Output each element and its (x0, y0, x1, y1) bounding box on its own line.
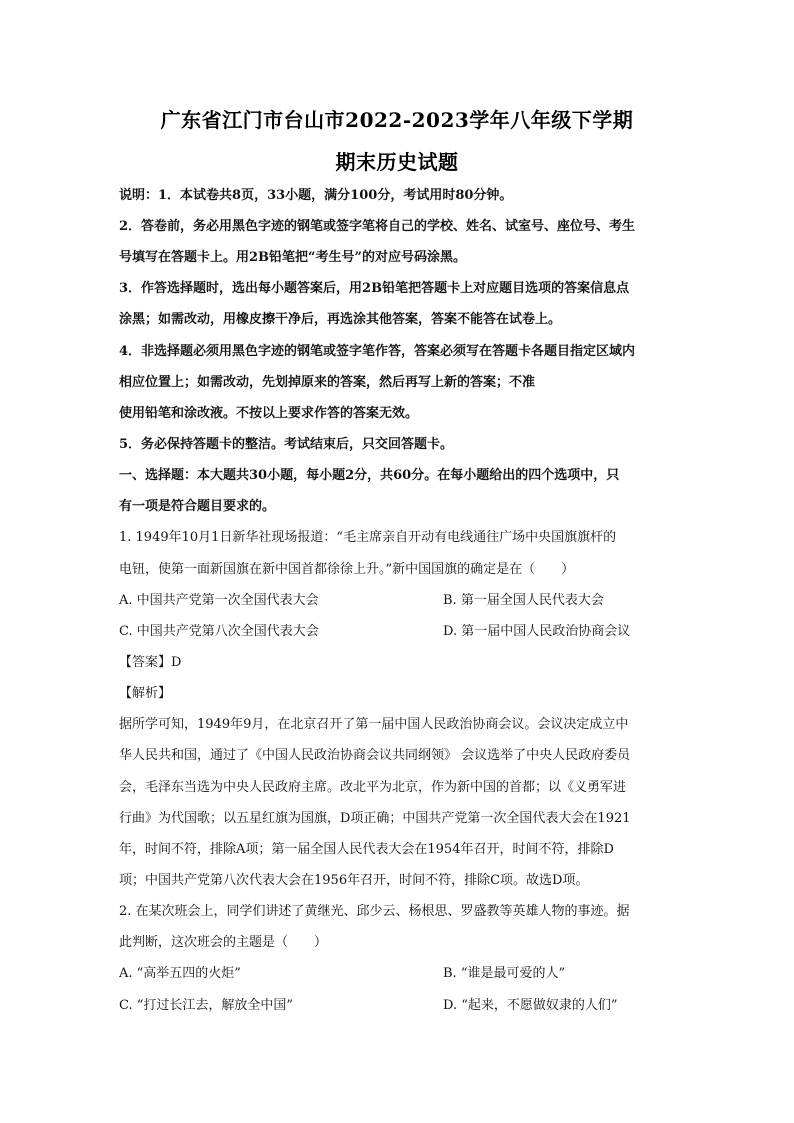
q1-analysis-label: 【解析】 (119, 686, 172, 701)
q1-answer: 【答案】D (119, 655, 182, 670)
q2-stem-line1: 2. 在某次班会上，同学们讲述了黄继光、邱少云、杨根思、罗盛教等英雄人物的事迹。据 (119, 904, 630, 919)
instruction-2: 2．答卷前，务必用黑色字迹的钢笔或签字笔将自己的学校、姓名、试室号、座位号、考生 (119, 219, 636, 234)
q1-analysis-line5: 年，时间不符，排除A项；第一届全国人民代表大会在1954年召开，时间不符，排除D (119, 842, 614, 857)
exam-title-line2: 期末历史试题 (335, 150, 459, 174)
q1-stem-line2: 电钮，使第一面新国旗在新中国首都徐徐上升。”新中国国旗的确定是在（ ） (119, 562, 575, 577)
q2-option-b: B. “谁是最可爱的人” (443, 966, 566, 981)
exam-title-line1: 广东省江门市台山市2022-2023学年八年级下学期 (160, 108, 634, 132)
section-heading-cont: 有一项是符合题目要求的。 (119, 499, 276, 514)
q1-analysis-line3: 会，毛泽东当选为中央人民政府主席。改北平为北京，作为新中国的首都；以《义勇军进 (119, 780, 627, 795)
instruction-3-cont: 涂黑；如需改动，用橡皮擦干净后，再选涂其他答案，答案不能答在试卷上。 (119, 312, 562, 327)
q1-option-d: D. 第一届中国人民政治协商会议 (443, 624, 631, 639)
q2-stem-line2: 此判断，这次班会的主题是（ ） (119, 935, 328, 950)
instruction-1: 说明：1．本试卷共8页，33小题，满分100分，考试用时80分钟。 (119, 188, 513, 203)
q1-analysis-line1: 据所学可知，1949年9月，在北京召开了第一届中国人民政治协商会议。会议决定成立中 (119, 717, 629, 732)
section-heading: 一、选择题：本大题共30小题，每小题2分，共60分。在每小题给出的四个选项中，只 (119, 468, 620, 483)
q1-analysis-line6: 项；中国共产党第八次代表大会在1956年召开，时间不符，排除C项。故选D项。 (119, 873, 589, 888)
q1-option-b: B. 第一届全国人民代表大会 (443, 593, 604, 608)
instruction-4: 4．非选择题必须用黑色字迹的钢笔或签字笔作答，答案必须写在答题卡各题目指定区域内 (119, 344, 636, 359)
instruction-2-cont: 号填写在答题卡上。用2B铅笔把“考生号”的对应号码涂黑。 (119, 250, 466, 265)
instruction-5: 5．务必保持答题卡的整洁。考试结束后，只交回答题卡。 (119, 437, 454, 452)
q2-option-c: C. “打过长江去，解放全中国” (119, 998, 294, 1013)
q2-option-a: A. “高举五四的火炬” (119, 966, 241, 981)
q1-analysis-line2: 华人民共和国，通过了《中国人民政治协商会议共同纲领》 会议选举了中央人民政府委员 (119, 748, 631, 763)
q1-option-a: A. 中国共产党第一次全国代表大会 (119, 593, 319, 608)
q1-analysis-line4: 行曲》为代国歌；以五星红旗为国旗，D项正确；中国共产党第一次全国代表大会在1921 (119, 811, 631, 826)
q2-option-d: D. “起来，不愿做奴隶的人们” (443, 998, 618, 1013)
q1-option-c: C. 中国共产党第八次全国代表大会 (119, 624, 319, 639)
instruction-4-cont2: 使用铅笔和涂改液。不按以上要求作答的答案无效。 (119, 406, 419, 421)
instruction-3: 3．作答选择题时，选出每小题答案后，用2B铅笔把答题卡上对应题目选项的答案信息点 (119, 281, 630, 296)
q1-stem-line1: 1. 1949年10月1日新华社现场报道：“毛主席亲自开动有电线通往广场中央国旗旗杆的 (119, 530, 617, 545)
instruction-4-cont: 相应位置上；如需改动，先划掉原来的答案，然后再写上新的答案；不准 (119, 375, 536, 390)
